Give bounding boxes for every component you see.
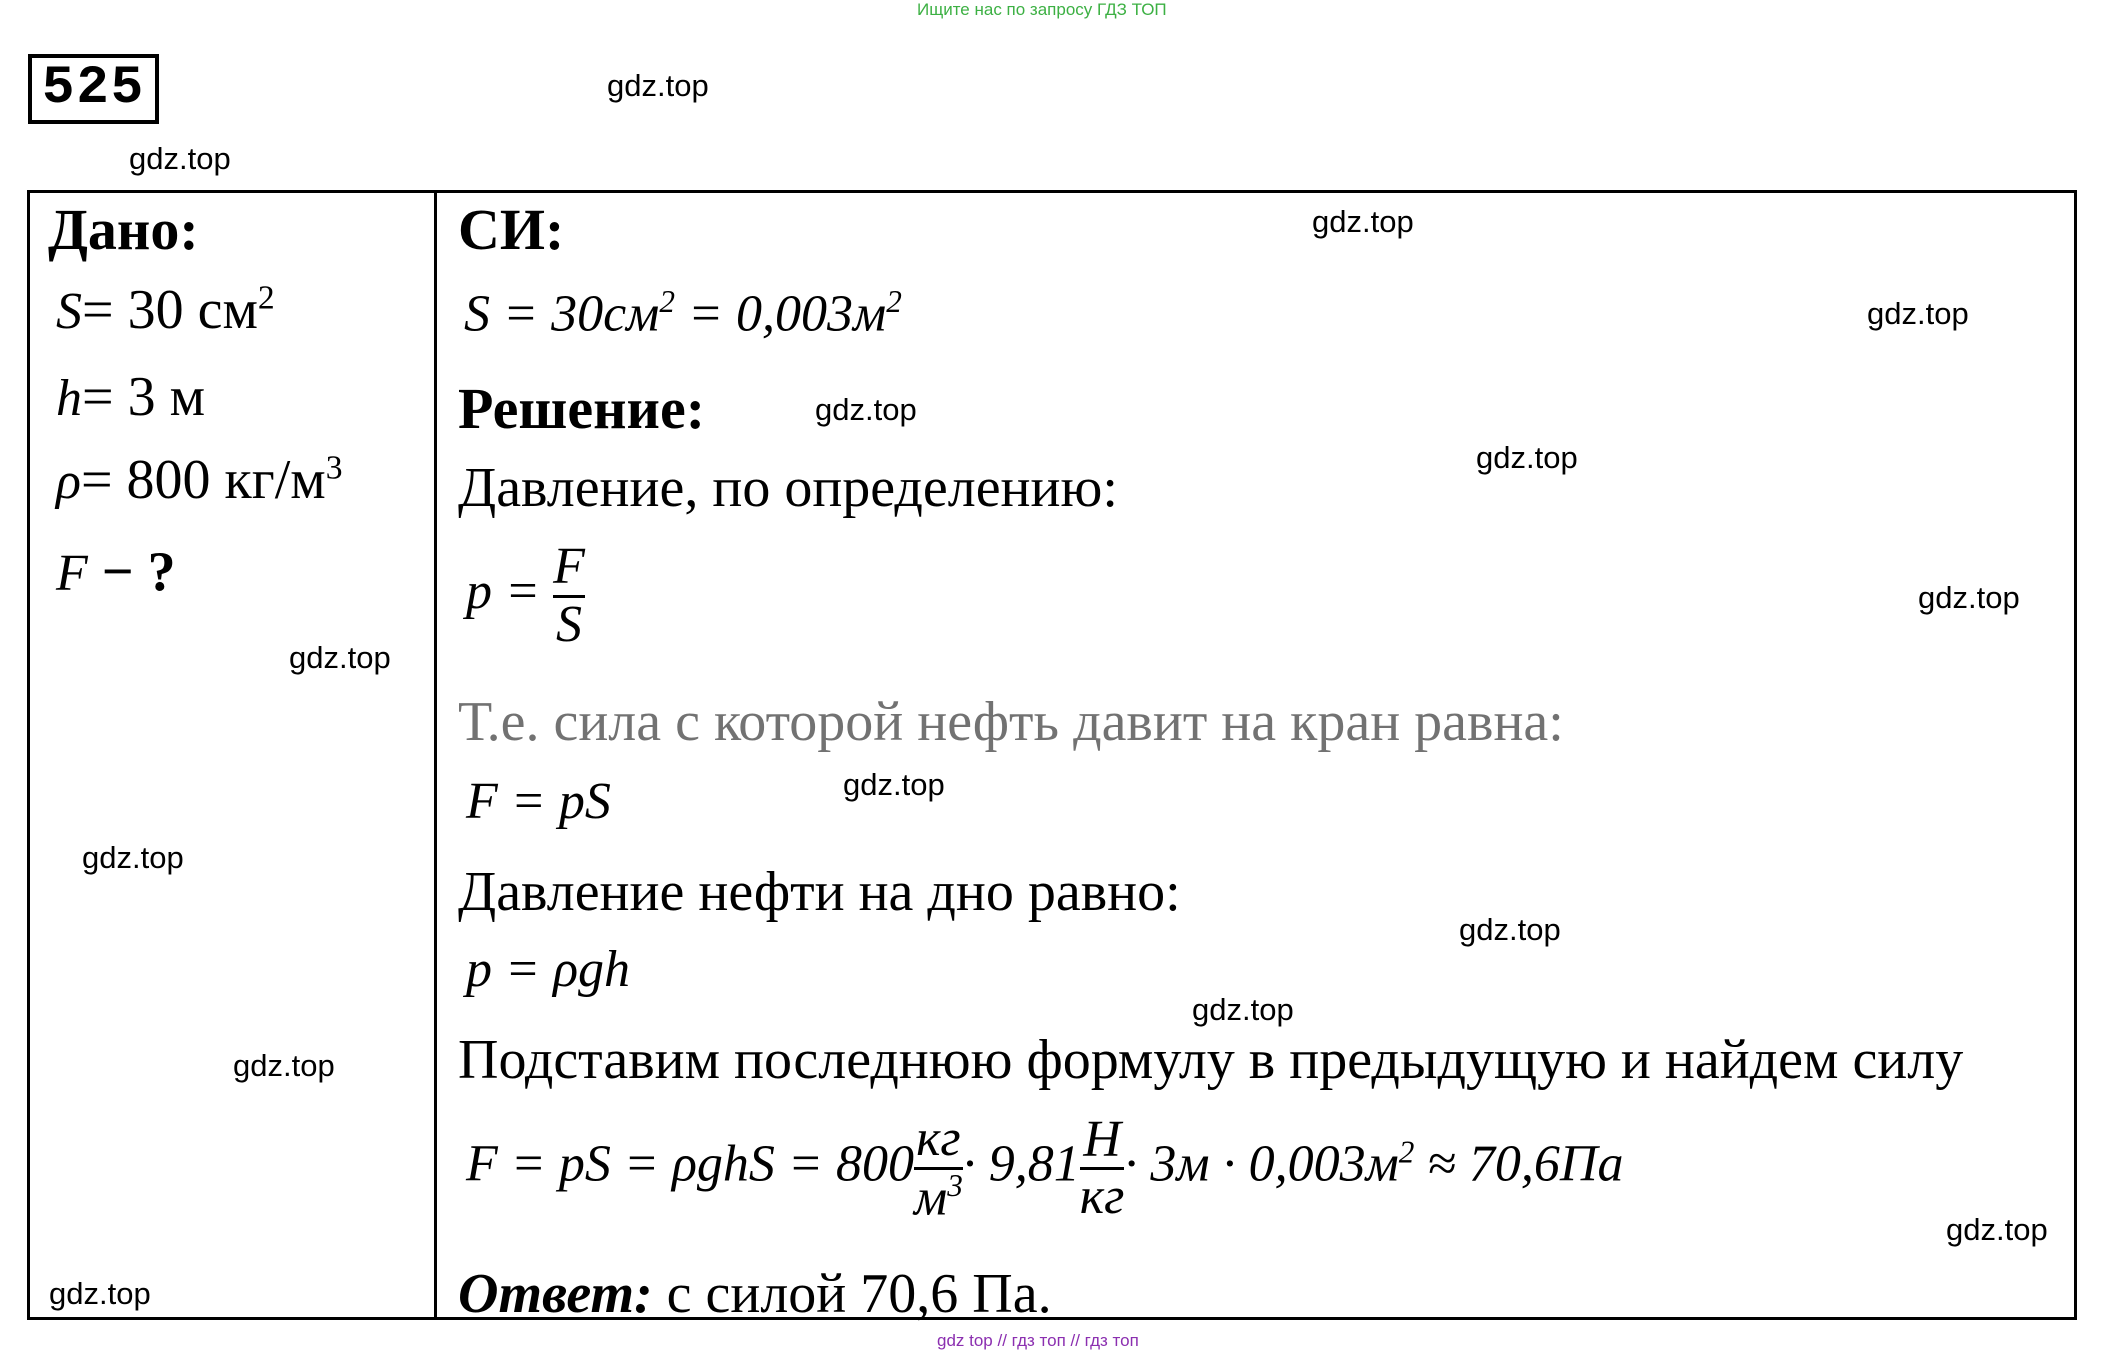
final-formula-part-a: F = pS = ρghS = 800 xyxy=(466,1135,914,1193)
fraction-m3-denominator xyxy=(914,1167,963,1226)
density-exponent: 3 xyxy=(325,449,343,487)
si-conversion-right: = 0,003м xyxy=(674,285,887,343)
density-value: = 800 кг/м xyxy=(80,449,326,511)
formula-force: F = pS xyxy=(466,773,611,830)
watermark: gdz.top xyxy=(843,767,945,802)
watermark: gdz.top xyxy=(233,1048,335,1083)
si-conversion-left: S = 30см xyxy=(464,285,660,343)
fraction-f-over-s xyxy=(553,540,585,652)
area-value: = 30 см xyxy=(82,279,258,341)
watermark: gdz.top xyxy=(607,68,709,103)
height-variable: h xyxy=(56,370,82,427)
density-variable: ρ xyxy=(56,453,81,510)
fraction-kg-numerator: кг xyxy=(916,1110,961,1167)
watermark: gdz.top xyxy=(1946,1212,2048,1247)
si-title: СИ: xyxy=(458,197,565,262)
formula-1-lhs: p = xyxy=(466,563,541,621)
watermark: gdz.top xyxy=(1192,992,1294,1027)
formula-pressure-definition xyxy=(466,540,585,652)
solution-title: Решение: xyxy=(458,376,706,441)
si-exponent-b: 2 xyxy=(886,284,902,319)
solution-text-2: Т.е. сила с которой нефть давит на кран равна: xyxy=(458,691,1564,753)
area-variable: S xyxy=(56,283,82,340)
final-formula-exponent: 2 xyxy=(1398,1134,1415,1170)
final-formula-result: ≈ 70,6Па xyxy=(1414,1135,1624,1193)
solution-text-4: Подставим последнюю формулу в предыдущую и найдем силу xyxy=(458,1029,1964,1091)
fraction-n-numerator: Н xyxy=(1083,1110,1121,1168)
answer-line xyxy=(458,1262,1052,1326)
watermark: gdz.top xyxy=(49,1276,151,1311)
answer-text: с силой 70,6 Па. xyxy=(652,1263,1052,1325)
area-exponent: 2 xyxy=(257,279,275,317)
denominator-unit: м xyxy=(914,1168,948,1226)
given-height xyxy=(56,365,205,429)
top-note: Ищите нас по запросу ГДЗ ТОП xyxy=(917,0,1167,19)
watermark: gdz.top xyxy=(289,640,391,675)
formula-oil-pressure: p = ρgh xyxy=(466,941,631,998)
fraction-kg-per-m3 xyxy=(914,1112,963,1226)
solution-text-1: Давление, по определению: xyxy=(458,457,1118,519)
given-force xyxy=(56,540,176,604)
watermark: gdz.top xyxy=(82,840,184,875)
fraction-kg-denominator: кг xyxy=(1079,1168,1125,1226)
force-variable: F xyxy=(56,545,88,602)
final-formula-part-c: · 3м · 0,003м xyxy=(1124,1135,1399,1193)
given-area xyxy=(56,278,275,342)
given-title: Дано: xyxy=(48,197,199,262)
final-formula-part-b: · 9,81 xyxy=(962,1135,1080,1193)
watermark: gdz.top xyxy=(1312,204,1414,239)
fraction-denominator: S xyxy=(553,595,585,653)
watermark: gdz.top xyxy=(1867,296,1969,331)
fraction-numerator: F xyxy=(553,538,585,595)
fraction-n-per-kg xyxy=(1079,1110,1125,1226)
watermark: gdz.top xyxy=(815,392,917,427)
watermark: gdz.top xyxy=(1459,912,1561,947)
watermark: gdz.top xyxy=(1476,440,1578,475)
column-divider xyxy=(434,190,437,1320)
denominator-exponent: 3 xyxy=(947,1167,963,1203)
footer-links: gdz top // гдз топ // гдз топ xyxy=(937,1331,1139,1350)
force-question: − ? xyxy=(101,541,176,603)
si-conversion xyxy=(464,284,902,343)
height-value: = 3 м xyxy=(82,366,206,428)
problem-number: 525 xyxy=(28,54,159,124)
watermark: gdz.top xyxy=(129,141,231,176)
solution-text-3: Давление нефти на дно равно: xyxy=(458,861,1181,923)
si-exponent-a: 2 xyxy=(659,284,675,319)
given-density xyxy=(56,448,343,512)
formula-final-calculation xyxy=(466,1112,1623,1226)
watermark: gdz.top xyxy=(1918,580,2020,615)
answer-label: Ответ: xyxy=(458,1263,653,1325)
